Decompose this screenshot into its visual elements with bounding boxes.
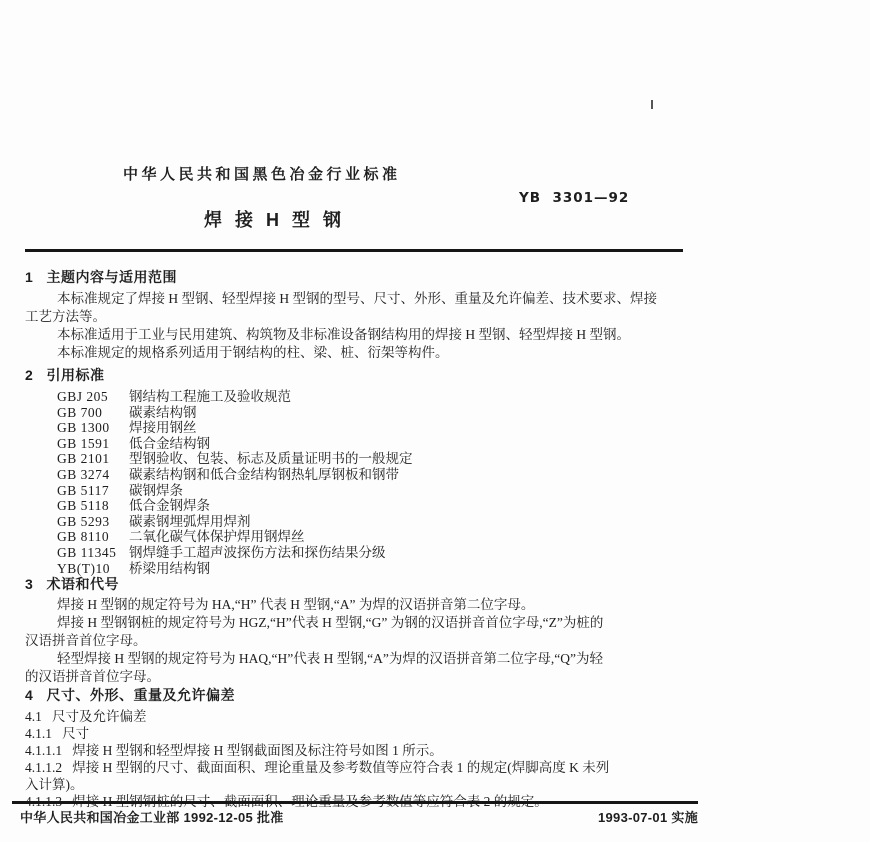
- implementation-date: 1993-07-01 实施: [597, 810, 698, 825]
- reference-item: [57, 467, 413, 483]
- reference-item: [57, 529, 413, 545]
- reference-name: 碳钢焊条: [129, 482, 183, 498]
- clause-line: 4.1.1.1 焊接 H 型钢和轻型焊接 H 型钢截面图及标注符号如图 1 所示。: [25, 743, 443, 758]
- section-3-body: [25, 596, 603, 686]
- reference-code: GB 8110: [57, 529, 110, 545]
- reference-item: [57, 451, 413, 467]
- reference-code: GB 2101: [57, 451, 110, 467]
- clause-line: 4.1.1 尺寸: [25, 726, 90, 741]
- reference-code: GB 5118: [57, 498, 110, 514]
- footer-divider-rule: [12, 801, 698, 804]
- document-title: 焊 接 H 型 钢: [204, 210, 346, 230]
- reference-name: 低合金结构钢: [129, 435, 210, 451]
- reference-code: GB 11345: [57, 544, 117, 560]
- reference-code: GB 5293: [57, 513, 110, 529]
- reference-name: 钢结构工程施工及验收规范: [129, 389, 291, 404]
- section-3-heading: 3 术语和代号: [25, 576, 119, 592]
- section-4-heading: 4 尺寸、外形、重量及允许偏差: [25, 687, 235, 703]
- clause-line: 入计算)。: [25, 777, 84, 792]
- reference-code: GB 700: [57, 404, 103, 420]
- section-1-body: [25, 290, 657, 362]
- reference-item: [57, 389, 413, 405]
- reference-item: [57, 483, 413, 499]
- title-divider-rule: [25, 249, 683, 252]
- footer: [20, 807, 698, 826]
- reference-name: 钢焊缝手工超声波探伤方法和探伤结果分级: [129, 544, 386, 560]
- reference-name: 碳素结构钢和低合金结构钢热轧厚钢板和钢带: [129, 466, 399, 482]
- reference-code: GB 5117: [57, 482, 110, 498]
- section-2-heading: 2 引用标准: [25, 367, 105, 383]
- clause-line: 4.1.1.2 焊接 H 型钢的尺寸、截面面积、理论重量及参考数值等应符合表 1 的规定(焊脚高度 K 未列: [25, 760, 610, 775]
- body-line: 本标准适用于工业与民用建筑、构筑物及非标准设备钢结构用的焊接 H 型钢、轻型焊接 H 型钢。: [57, 327, 630, 342]
- referenced-standards-list: [57, 389, 413, 576]
- reference-item: [57, 405, 413, 421]
- body-line: 轻型焊接 H 型钢的规定符号为 HAQ,“H”代表 H 型钢,“A”为焊的汉语拼音第二位字母,“Q”为轻: [57, 651, 603, 666]
- reference-name: 碳素钢埋弧焊用焊剂: [129, 513, 251, 529]
- reference-item: [57, 545, 413, 561]
- reference-name: 型钢验收、包装、标志及质量证明书的一般规定: [129, 451, 413, 467]
- reference-item: [57, 436, 413, 452]
- reference-item: [57, 420, 413, 436]
- reference-code: GB 1591: [57, 435, 110, 451]
- section-1-heading: 1 主题内容与适用范围: [25, 269, 177, 285]
- standard-number: YB 3301—92: [519, 190, 630, 206]
- clause-line: 4.1 尺寸及允许偏差: [25, 709, 147, 724]
- reference-name: 桥梁用结构钢: [129, 560, 210, 576]
- scan-artifact-mark: [651, 100, 653, 109]
- body-line: 焊接 H 型钢的规定符号为 HA,“H” 代表 H 型钢,“A” 为焊的汉语拼音第二位字母。: [57, 597, 535, 612]
- reference-name: 焊接用钢丝: [129, 420, 197, 436]
- reference-code: GB 3274: [57, 466, 110, 482]
- section-4-body: [25, 708, 609, 810]
- body-line: 本标准规定了焊接 H 型钢、轻型焊接 H 型钢的型号、尺寸、外形、重量及允许偏差、技术要求、焊接: [57, 291, 657, 306]
- reference-item: [57, 561, 413, 577]
- body-line: 的汉语拼音首位字母。: [25, 669, 160, 684]
- standard-org-line: 中华人民共和国黑色冶金行业标准: [123, 166, 401, 183]
- reference-code: YB(T)10: [57, 560, 110, 576]
- reference-code: GBJ 205: [57, 389, 109, 404]
- reference-name: 二氧化碳气体保护焊用钢焊丝: [129, 529, 305, 545]
- body-line: 工艺方法等。: [25, 309, 106, 324]
- reference-name: 低合金钢焊条: [129, 498, 210, 514]
- reference-item: [57, 514, 413, 530]
- body-line: 本标准规定的规格系列适用于钢结构的柱、梁、桩、衍架等构件。: [57, 345, 449, 360]
- body-line: 焊接 H 型钢钢桩的规定符号为 HGZ,“H”代表 H 型钢,“G” 为钢的汉语拼音首位字母,“Z”为桩的: [57, 615, 604, 630]
- reference-item: [57, 498, 413, 514]
- reference-code: GB 1300: [57, 420, 110, 436]
- body-line: 汉语拼音首位字母。: [25, 633, 147, 648]
- reference-name: 碳素结构钢: [129, 404, 197, 420]
- approval-note: 中华人民共和国冶金工业部 1992-12-05 批准: [20, 810, 284, 825]
